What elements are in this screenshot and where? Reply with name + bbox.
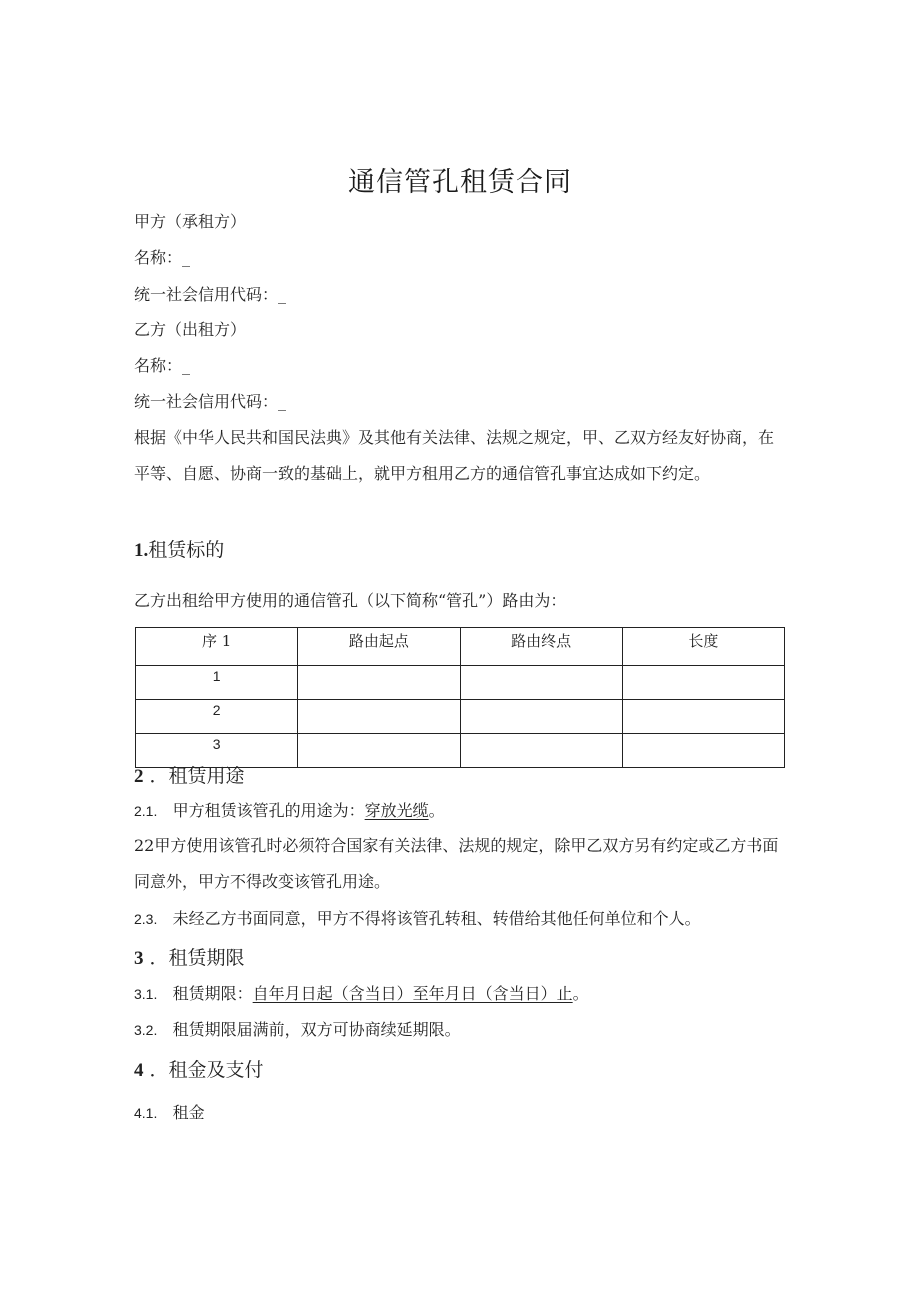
clause-number: 4.1.	[134, 1105, 158, 1121]
clause-end: 。	[428, 801, 445, 820]
table-cell: 3	[136, 734, 298, 768]
route-intro: 乙方出租给甲方使用的通信管孔（以下简称“管孔”）路由为：	[134, 591, 567, 610]
section-2-heading	[134, 764, 245, 789]
clause-text: 甲方租赁该管孔的用途为：	[172, 801, 365, 820]
clause-text: 租赁期限：	[172, 984, 253, 1003]
party-b-name: 名称：_	[134, 356, 191, 375]
table-row	[136, 666, 785, 700]
document-title: 通信管孔租赁合同	[348, 167, 572, 198]
clause-number: 3.2.	[134, 1022, 158, 1038]
usage-value: 穿放光缆	[364, 801, 429, 820]
table-cell	[622, 734, 784, 768]
table-header-row	[136, 628, 785, 666]
party-a-credit-code: 统一社会信用代码：_	[134, 285, 287, 304]
column-header: 长度	[622, 628, 784, 666]
column-header: 序 1	[136, 628, 298, 666]
table-cell	[298, 666, 460, 700]
section-2-title: ．租赁用途	[149, 765, 245, 787]
table-cell: 2	[136, 700, 298, 734]
clause-text: 租赁期限届满前，双方可协商续延期限。	[172, 1020, 461, 1039]
section-4-heading	[134, 1058, 264, 1083]
clause-2-3	[134, 909, 701, 929]
section-3-title: ．租赁期限	[149, 947, 245, 969]
table-cell	[622, 700, 784, 734]
table-cell	[460, 666, 622, 700]
table-cell: 1	[136, 666, 298, 700]
section-2-number: 2	[134, 766, 144, 787]
clause-3-1	[134, 984, 589, 1004]
section-3-heading	[134, 946, 245, 971]
preamble: 根据《中华人民共和国民法典》及其他有关法律、法规之规定，甲、乙双方经友好协商，在平等、自愿、协商一致的基础上，就甲方租用乙方的通信管孔事宜达成如下约定。	[134, 428, 775, 483]
clause-number: 2.3.	[134, 911, 158, 927]
table-cell	[622, 666, 784, 700]
party-b-credit-code: 统一社会信用代码：_	[134, 392, 287, 411]
table-cell	[460, 734, 622, 768]
section-4-number: 4	[134, 1060, 144, 1081]
clause-4-1	[134, 1103, 205, 1123]
section-4-title: ．租金及支付	[149, 1059, 264, 1081]
table-cell	[298, 734, 460, 768]
clause-3-2	[134, 1020, 461, 1040]
party-a-heading: 甲方（承租方）	[134, 212, 247, 231]
clause-text: 未经乙方书面同意，甲方不得将该管孔转租、转借给其他任何单位和个人。	[172, 909, 701, 928]
clause-number: 3.1.	[134, 986, 158, 1002]
section-1-heading	[134, 538, 224, 563]
route-table	[135, 627, 785, 768]
clause-end: 。	[572, 984, 589, 1003]
table-cell	[298, 700, 460, 734]
clause-2-1	[134, 801, 445, 821]
term-value: 自年月日起（含当日）至年月日（含当日）止	[252, 984, 573, 1003]
table-row	[136, 734, 785, 768]
column-header: 路由终点	[460, 628, 622, 666]
clause-2-2: 22甲方使用该管孔时必须符合国家有关法律、法规的规定，除甲乙双方另有约定或乙方书面同意外，甲方不得改变该管孔用途。	[134, 836, 779, 891]
section-1-number: 1.	[134, 540, 149, 561]
clause-text: 租金	[172, 1103, 205, 1122]
party-b-heading: 乙方（出租方）	[134, 320, 247, 339]
section-1-title: 租赁标的	[148, 539, 225, 561]
clause-number: 2.1.	[134, 803, 158, 819]
section-3-number: 3	[134, 948, 144, 969]
party-a-name: 名称：_	[134, 248, 191, 267]
column-header: 路由起点	[298, 628, 460, 666]
table-cell	[460, 700, 622, 734]
table-row	[136, 700, 785, 734]
